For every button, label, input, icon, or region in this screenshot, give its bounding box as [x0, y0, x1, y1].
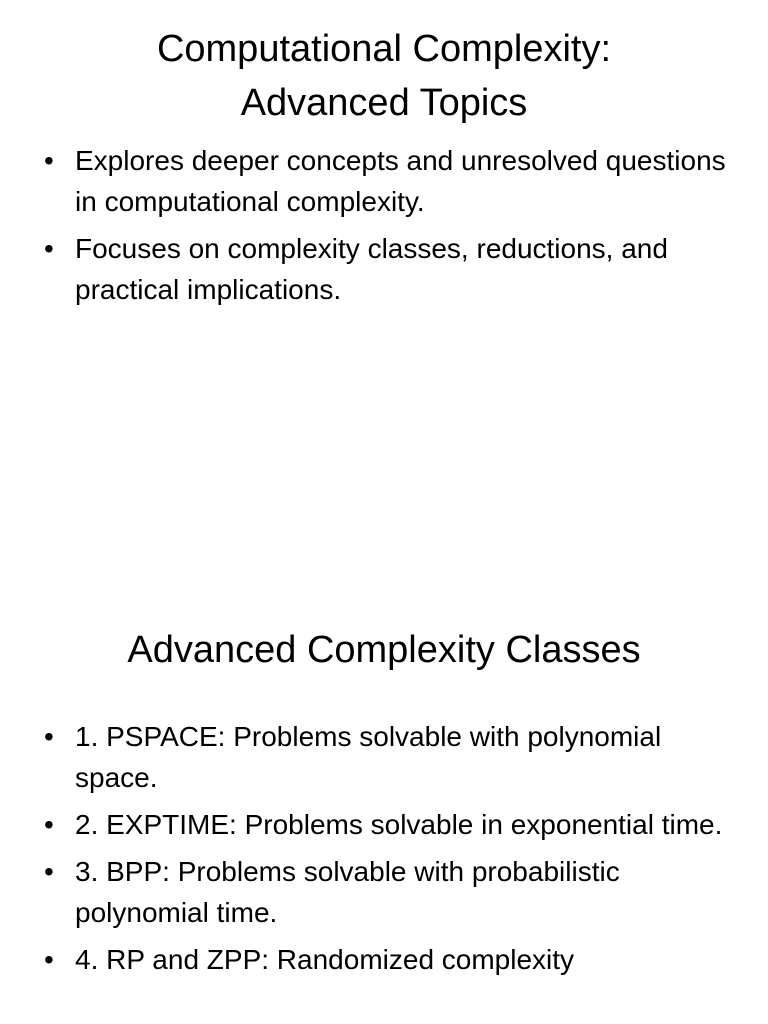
slide-1-bullet-list [44, 140, 734, 316]
bullet-text: Explores deeper concepts and unresolved questions in computational complexity. [75, 145, 726, 217]
list-item [44, 851, 734, 933]
slide-2-bullet-list [44, 716, 734, 986]
bullet-icon: • [44, 721, 54, 752]
slide-1-title-line-2: Advanced Topics [240, 82, 528, 124]
slide-2-title: Advanced Complexity Classes [127, 629, 641, 671]
list-item [44, 804, 734, 845]
list-item [44, 228, 734, 310]
list-item [44, 716, 734, 798]
bullet-text: Focuses on complexity classes, reductions, and practical implications. [75, 233, 668, 305]
bullet-icon: • [44, 809, 54, 840]
list-item [44, 939, 734, 980]
bullet-text: 3. BPP: Problems solvable with probabilistic polynomial time. [75, 856, 620, 928]
bullet-icon: • [44, 856, 54, 887]
bullet-text: 1. PSPACE: Problems solvable with polynomial space. [75, 721, 662, 793]
slide-2 [0, 600, 768, 1024]
slide-1-title [40, 22, 728, 130]
bullet-icon: • [44, 233, 54, 264]
slide-1-title-line-1: Computational Complexity: [156, 28, 612, 70]
bullet-text: 4. RP and ZPP: Randomized complexity [75, 944, 575, 975]
list-item [44, 140, 734, 222]
bullet-icon: • [44, 944, 54, 975]
bullet-icon: • [44, 145, 54, 176]
bullet-text: 2. EXPTIME: Problems solvable in exponential time. [75, 809, 723, 840]
